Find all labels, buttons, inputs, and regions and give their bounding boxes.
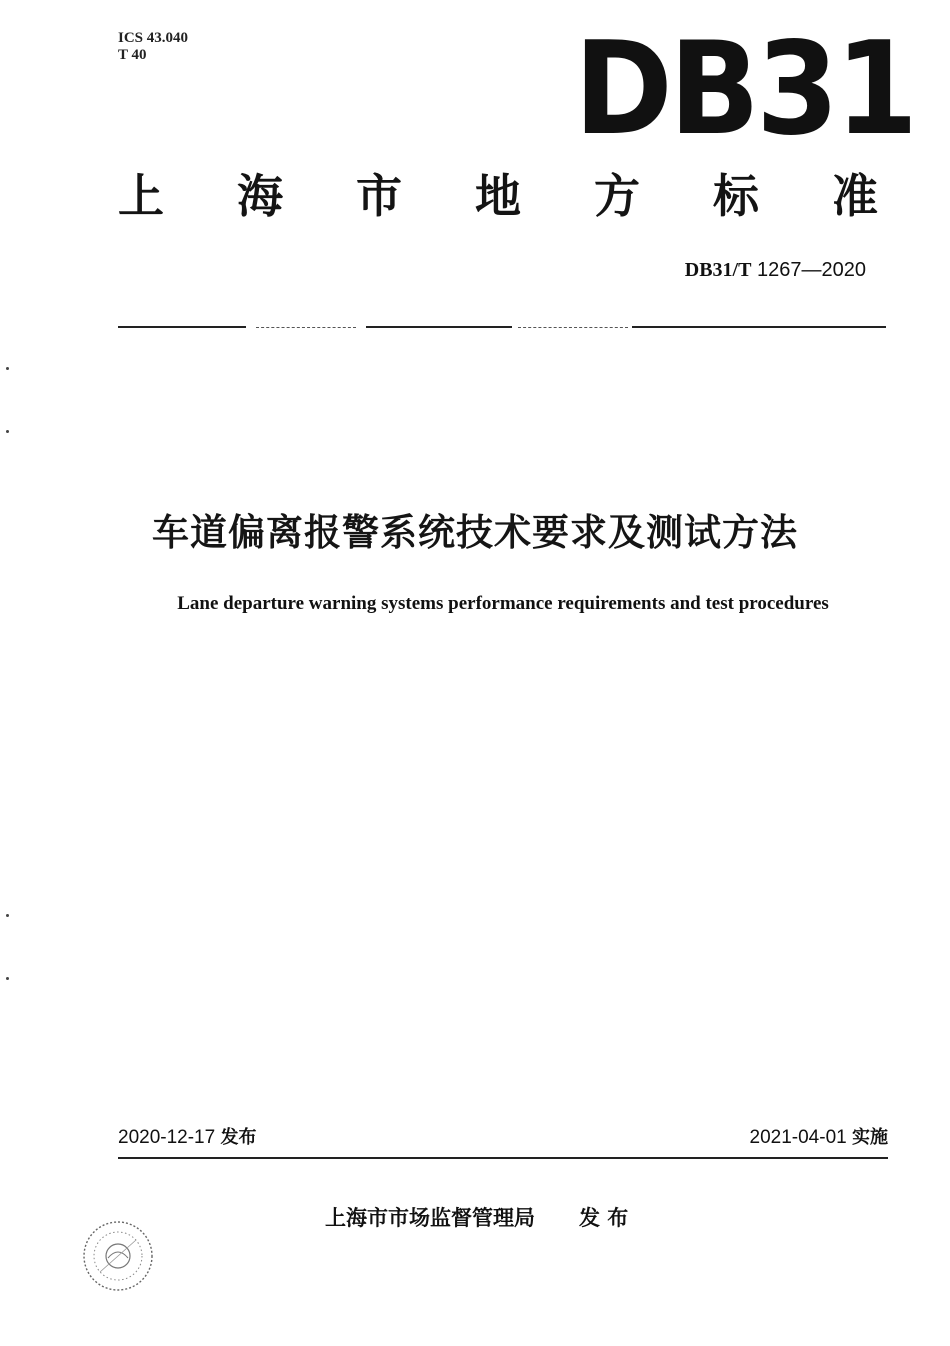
- scan-speck: [6, 367, 9, 370]
- standard-type-char: 准: [832, 169, 878, 223]
- scan-speck: [6, 914, 9, 917]
- standard-type-char: 地: [475, 169, 521, 223]
- issue-date-line: [118, 1126, 256, 1150]
- top-divider-segment: [366, 326, 512, 328]
- standard-type-char: 市: [356, 169, 402, 223]
- top-divider-segment: [256, 327, 356, 328]
- top-divider-segment: [518, 327, 628, 328]
- standard-type-heading: [118, 166, 878, 226]
- standard-type-char: 标: [713, 169, 759, 223]
- certification-stamp-icon: [78, 1216, 158, 1296]
- issue-label: 发布: [220, 1127, 257, 1148]
- issuer-name: 上海市市场监督管理局: [325, 1206, 535, 1230]
- standard-number-prefix: DB31/T: [684, 259, 752, 281]
- issuer-action: 发 布: [579, 1206, 629, 1230]
- standard-type-char: 方: [594, 169, 640, 223]
- classification-codes: [118, 30, 188, 64]
- standard-number: [685, 258, 866, 282]
- chinese-title: 车道偏离报警系统技术要求及测试方法: [152, 511, 798, 554]
- bottom-divider: [118, 1157, 888, 1159]
- standard-type-char: 上: [118, 169, 164, 223]
- english-title: Lane departure warning systems performance requirements and test procedures: [177, 593, 829, 614]
- db31-logo: DB31: [574, 15, 915, 164]
- implement-date: 2021-04-01: [749, 1127, 847, 1148]
- scan-speck: [6, 977, 9, 980]
- ics-code: ICS 43.040: [118, 30, 189, 46]
- issue-date: 2020-12-17: [118, 1127, 216, 1148]
- top-divider-segment: [118, 326, 246, 328]
- implement-label: 实施: [852, 1127, 888, 1148]
- scan-speck: [6, 430, 9, 433]
- top-divider-segment: [632, 326, 886, 328]
- standard-number-value: 1267—2020: [757, 259, 866, 281]
- implement-date-line: [750, 1126, 888, 1150]
- issuing-authority: [325, 1205, 628, 1231]
- standard-type-char: 海: [237, 169, 283, 223]
- category-code: T 40: [118, 47, 147, 63]
